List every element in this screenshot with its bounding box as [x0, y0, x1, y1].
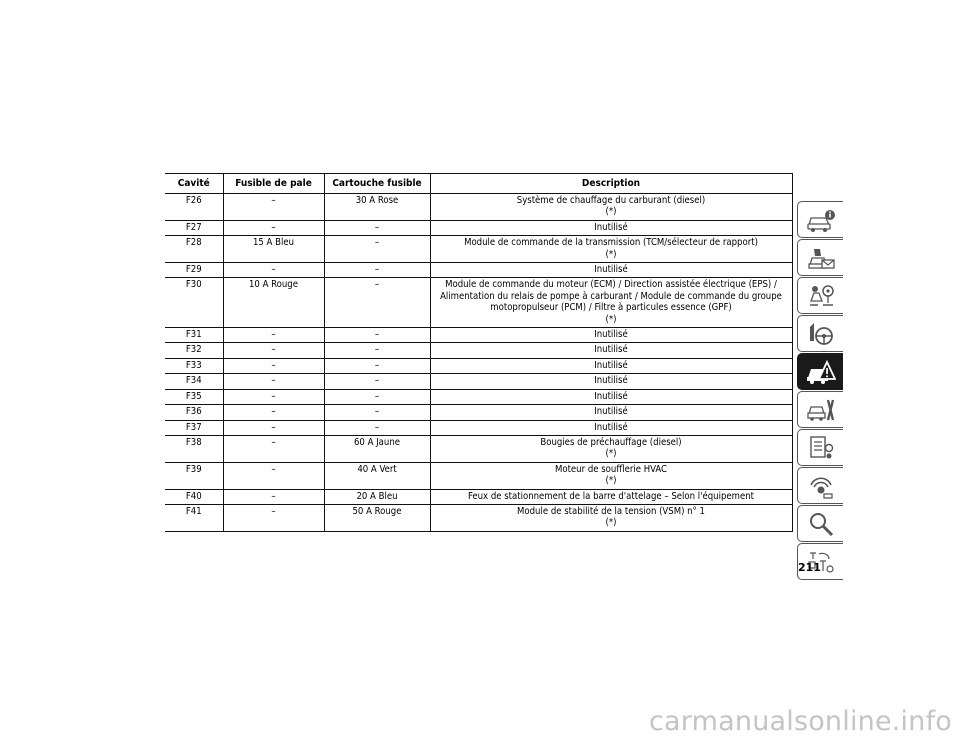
description-cell	[430, 220, 792, 235]
cavity-cell: F34	[165, 374, 223, 389]
blade-fuse-cell: –	[223, 405, 324, 420]
section-tabs	[797, 201, 843, 581]
cartridge-fuse-cell: 40 A Vert	[324, 462, 430, 489]
description-text: Feux de stationnement de la barre d'attelage – Selon l'équipement	[467, 490, 755, 502]
cavity-cell: F36	[165, 405, 223, 420]
cavity-cell: F37	[165, 420, 223, 435]
description-cell	[430, 358, 792, 373]
description-text: Inutilisé	[594, 375, 628, 387]
blade-fuse-cell: 15 A Bleu	[223, 236, 324, 263]
table-row	[165, 343, 792, 358]
description-cell	[430, 263, 792, 278]
description-cell	[430, 278, 792, 328]
description-note: (*)	[605, 313, 617, 325]
cartridge-fuse-cell: –	[324, 389, 430, 404]
blade-fuse-cell: –	[223, 328, 324, 343]
table-row	[165, 462, 792, 489]
cartridge-fuse-cell: –	[324, 236, 430, 263]
table-row	[165, 278, 792, 328]
cavity-cell: F40	[165, 489, 223, 504]
cartridge-fuse-cell: –	[324, 328, 430, 343]
description-text: Inutilisé	[594, 421, 628, 433]
description-note: (*)	[605, 206, 617, 218]
blade-fuse-cell: –	[223, 462, 324, 489]
description-cell	[430, 405, 792, 420]
cartridge-fuse-cell: 30 A Rose	[324, 194, 430, 221]
table-row	[165, 194, 792, 221]
cartridge-fuse-cell: 60 A Jaune	[324, 435, 430, 462]
specifications-icon	[806, 435, 836, 461]
cavity-cell: F32	[165, 343, 223, 358]
blade-fuse-cell: –	[223, 504, 324, 531]
table-row	[165, 504, 792, 531]
description-note: (*)	[605, 475, 617, 487]
description-cell	[430, 462, 792, 489]
cartridge-fuse-cell: –	[324, 405, 430, 420]
cavity-cell: F27	[165, 220, 223, 235]
index-search-icon	[806, 511, 836, 537]
tab-index-search[interactable]	[797, 505, 843, 542]
column-header-cavity: Cavité	[165, 174, 223, 194]
table-row	[165, 236, 792, 263]
description-cell	[430, 389, 792, 404]
description-cell	[430, 236, 792, 263]
cavity-cell: F30	[165, 278, 223, 328]
tab-safety[interactable]	[797, 239, 843, 276]
table-row	[165, 389, 792, 404]
column-header-description: Description	[430, 174, 792, 194]
tab-service-maintenance[interactable]	[797, 391, 843, 428]
description-text: Système de chauffage du carburant (diesel)	[516, 195, 706, 206]
description-cell	[430, 420, 792, 435]
cartridge-fuse-cell: –	[324, 358, 430, 373]
multimedia-icon	[806, 473, 836, 499]
description-note: (*)	[605, 248, 617, 260]
description-text: Moteur de soufflerie HVAC	[554, 463, 668, 475]
description-cell	[430, 489, 792, 504]
description-text: Inutilisé	[594, 359, 628, 371]
cavity-cell: F33	[165, 358, 223, 373]
starting-operating-icon	[806, 283, 836, 309]
table-row	[165, 405, 792, 420]
tab-specifications[interactable]	[797, 429, 843, 466]
cavity-cell: F38	[165, 435, 223, 462]
blade-fuse-cell: –	[223, 263, 324, 278]
blade-fuse-cell: –	[223, 420, 324, 435]
emergency-warning-icon	[806, 359, 836, 385]
blade-fuse-cell: –	[223, 358, 324, 373]
page-number: 211	[798, 561, 821, 574]
tab-starting-operating[interactable]	[797, 277, 843, 314]
description-text: Inutilisé	[594, 329, 628, 341]
description-note: (*)	[605, 517, 617, 529]
multimedia-steering-icon	[806, 321, 836, 347]
cartridge-fuse-cell: –	[324, 420, 430, 435]
table-body	[165, 194, 792, 532]
description-cell	[430, 328, 792, 343]
column-header-cartridge-fuse: Cartouche fusible	[324, 174, 430, 194]
car-info-icon	[806, 207, 836, 233]
tab-emergency[interactable]	[797, 353, 843, 390]
table-row	[165, 489, 792, 504]
description-cell	[430, 343, 792, 358]
blade-fuse-cell: –	[223, 343, 324, 358]
description-cell	[430, 374, 792, 389]
blade-fuse-cell: –	[223, 374, 324, 389]
service-maintenance-icon	[806, 397, 836, 423]
blade-fuse-cell: –	[223, 389, 324, 404]
cavity-cell: F31	[165, 328, 223, 343]
cartridge-fuse-cell: –	[324, 343, 430, 358]
cavity-cell: F29	[165, 263, 223, 278]
cavity-cell: F26	[165, 194, 223, 221]
cavity-cell: F28	[165, 236, 223, 263]
description-text: Inutilisé	[594, 344, 628, 356]
description-text: Inutilisé	[594, 406, 628, 418]
table-row	[165, 220, 792, 235]
cartridge-fuse-cell: 50 A Rouge	[324, 504, 430, 531]
fuse-table	[165, 173, 793, 532]
column-header-blade-fuse: Fusible de pale	[223, 174, 324, 194]
cavity-cell: F41	[165, 504, 223, 531]
description-text: Module de commande de la transmission (TCM/sélecteur de rapport)	[464, 237, 758, 249]
blade-fuse-cell: –	[223, 194, 324, 221]
blade-fuse-cell: –	[223, 435, 324, 462]
tab-multimedia[interactable]	[797, 467, 843, 504]
table-header-row	[165, 174, 792, 194]
description-text: Inutilisé	[594, 221, 628, 233]
cartridge-fuse-cell: –	[324, 374, 430, 389]
table-row	[165, 263, 792, 278]
description-cell	[430, 194, 792, 221]
blade-fuse-cell: –	[223, 220, 324, 235]
description-text: Module de stabilité de la tension (VSM) n° 1	[517, 505, 705, 517]
tab-multimedia-steering[interactable]	[797, 315, 843, 352]
table-row	[165, 420, 792, 435]
cavity-cell: F39	[165, 462, 223, 489]
table-row	[165, 358, 792, 373]
description-text: Bougies de préchauffage (diesel)	[540, 436, 682, 448]
blade-fuse-cell: 10 A Rouge	[223, 278, 324, 328]
description-text: Module de commande du moteur (ECM) / Direction assistée électrique (EPS) / Alimentation du relais de pompe à carburant / Module de commande du groupe motopropulseur (PCM) / Filtre à particules essence (GPF)	[440, 279, 782, 314]
watermark: carmanualsonline.info	[649, 706, 952, 737]
description-note: (*)	[605, 448, 617, 460]
cartridge-fuse-cell: 20 A Bleu	[324, 489, 430, 504]
description-text: Inutilisé	[594, 264, 628, 276]
description-text: Inutilisé	[594, 390, 628, 402]
table-row	[165, 328, 792, 343]
cavity-cell: F35	[165, 389, 223, 404]
safety-mail-icon	[806, 245, 836, 271]
table-row	[165, 374, 792, 389]
description-cell	[430, 504, 792, 531]
cartridge-fuse-cell: –	[324, 263, 430, 278]
description-cell	[430, 435, 792, 462]
table-row	[165, 435, 792, 462]
tab-vehicle-info[interactable]	[797, 201, 843, 238]
cartridge-fuse-cell: –	[324, 220, 430, 235]
cartridge-fuse-cell: –	[324, 278, 430, 328]
blade-fuse-cell: –	[223, 489, 324, 504]
